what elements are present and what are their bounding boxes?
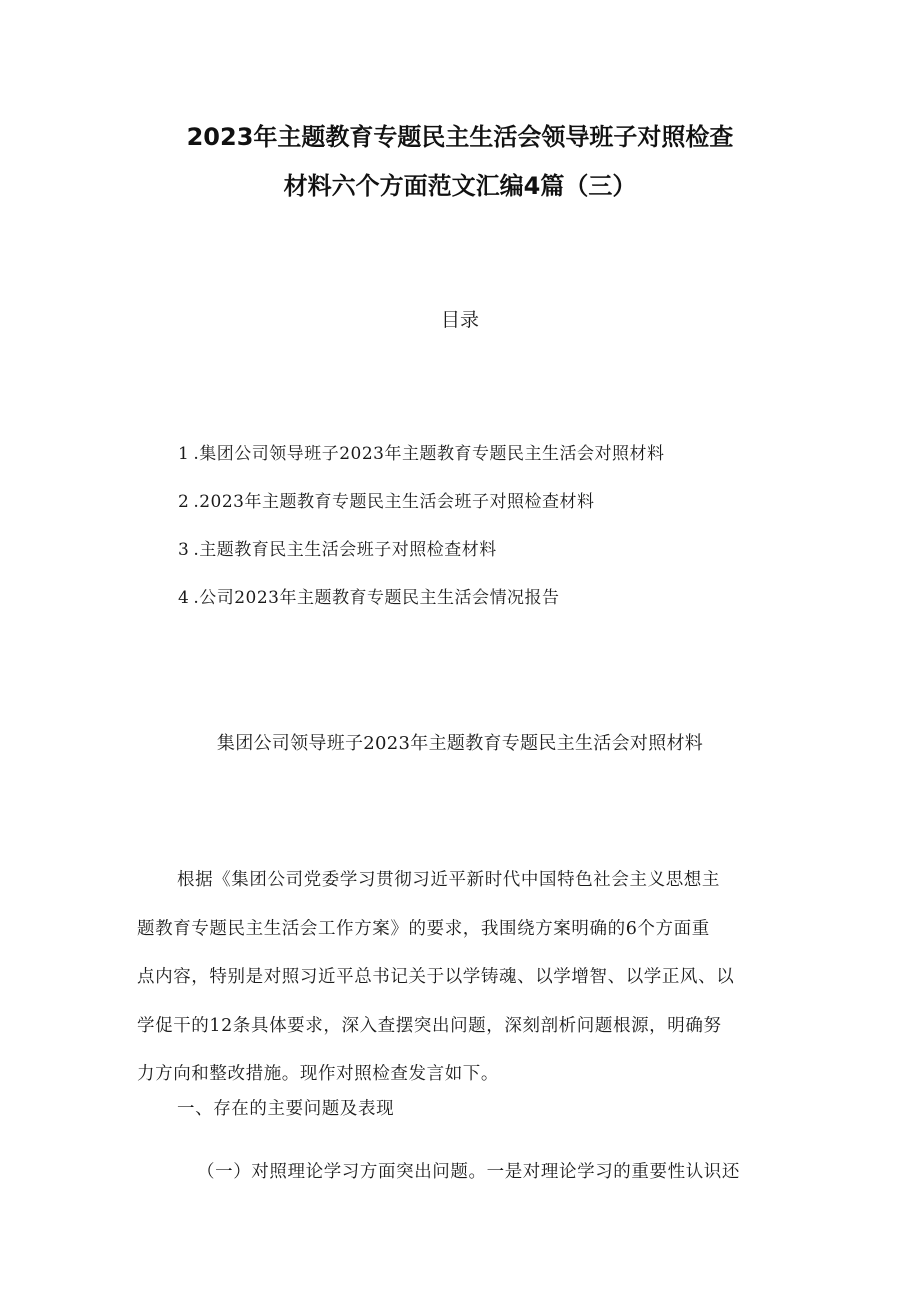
paragraph-line: 力方向和整改措施。现作对照检查发言如下。 bbox=[137, 1064, 499, 1084]
toc-item-text: .主题教育民主生活会班子对照检查材料 bbox=[193, 540, 497, 560]
paragraph-line: 学促干的12条具体要求，深入查摆突出问题，深刻剖析问题根源，明确努 bbox=[137, 1016, 722, 1036]
heading-level-1: 一、存在的主要问题及表现 bbox=[177, 1099, 395, 1119]
sub-heading-line: （一）对照理论学习方面突出问题。一是对理论学习的重要性认识还 bbox=[197, 1162, 740, 1182]
paragraph-line: 根据《集团公司党委学习贯彻习近平新时代中国特色社会主义思想主 bbox=[177, 870, 720, 890]
section-title: 集团公司领导班子2023年主题教育专题民主生活会对照材料 bbox=[216, 733, 704, 754]
toc-item-text: .公司2023年主题教育专题民主生活会情况报告 bbox=[193, 588, 560, 608]
toc-item bbox=[178, 442, 818, 490]
toc-item bbox=[178, 490, 818, 538]
paragraph-line: 题教育专题民主生活会工作方案》的要求，我围绕方案明确的6个方面重 bbox=[137, 919, 710, 939]
document-title-line-1: 2023年主题教育专题民主生活会领导班子对照检查 bbox=[186, 123, 734, 151]
toc-item bbox=[178, 538, 818, 586]
toc-item-number: 3 bbox=[178, 540, 190, 560]
toc-heading: 目录 bbox=[440, 309, 479, 331]
table-of-contents bbox=[178, 442, 818, 634]
toc-item-number: 2 bbox=[178, 492, 190, 512]
toc-item-number: 4 bbox=[178, 588, 190, 608]
document-title-line-2: 材料六个方面范文汇编4篇（三） bbox=[283, 172, 637, 200]
toc-item-number: 1 bbox=[178, 444, 190, 464]
toc-item bbox=[178, 586, 818, 634]
paragraph-line: 点内容，特别是对照习近平总书记关于以学铸魂、以学增智、以学正风、以 bbox=[137, 967, 735, 987]
toc-item-text: .集团公司领导班子2023年主题教育专题民主生活会对照材料 bbox=[193, 444, 665, 464]
toc-item-text: .2023年主题教育专题民主生活会班子对照检查材料 bbox=[193, 492, 595, 512]
